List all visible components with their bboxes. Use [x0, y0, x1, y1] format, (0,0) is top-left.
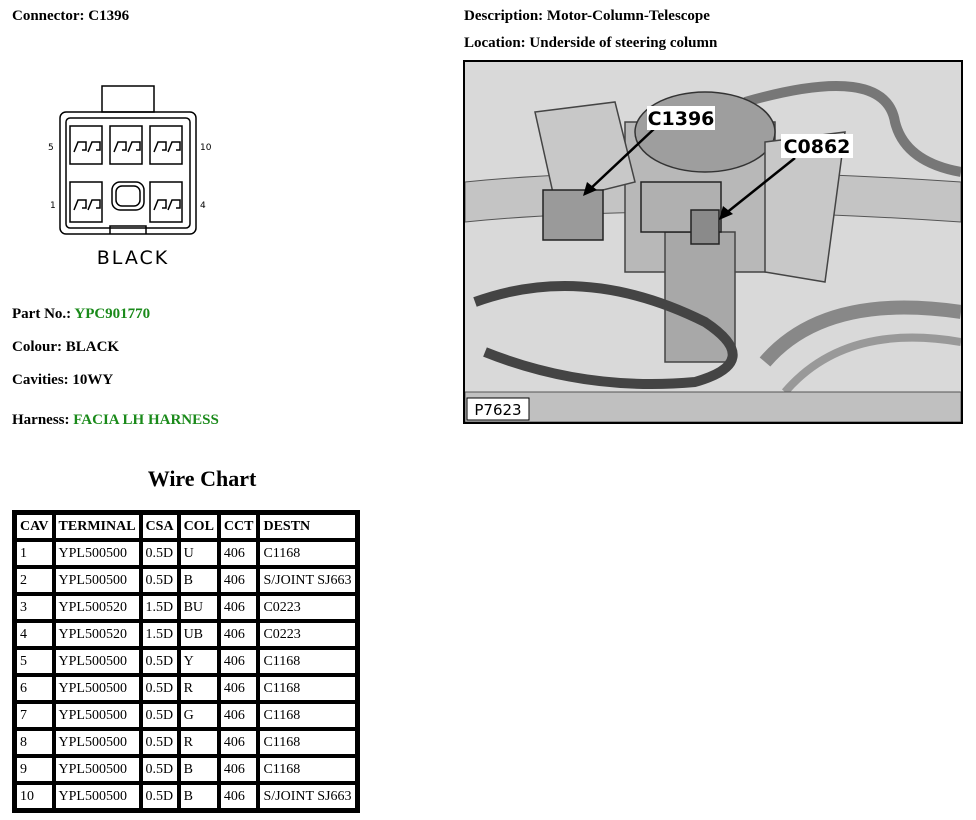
table-row — [15, 783, 357, 810]
table-cell: 0.5D — [141, 675, 179, 702]
cavities-value: 10WY — [72, 372, 114, 388]
table-cell: 1.5D — [141, 594, 179, 621]
part-number-value[interactable]: YPC901770 — [74, 306, 151, 322]
wire-chart-table — [12, 510, 360, 813]
table-cell: YPL500520 — [54, 594, 141, 621]
connector-line — [12, 8, 129, 25]
colour-value: BLACK — [65, 339, 120, 355]
table-cell: YPL500500 — [54, 702, 141, 729]
harness-value[interactable]: FACIA LH HARNESS — [73, 412, 219, 428]
table-row — [15, 540, 357, 567]
table-cell: 406 — [219, 702, 259, 729]
connector-value: C1396 — [88, 8, 130, 24]
location-label: Location: — [464, 35, 526, 51]
table-row — [15, 648, 357, 675]
table-cell: C0223 — [258, 621, 356, 648]
column-header: CAV — [15, 513, 54, 540]
table-cell: 406 — [219, 567, 259, 594]
table-row — [15, 621, 357, 648]
description-label: Description: — [464, 8, 544, 24]
connector-c0862-shape — [691, 210, 719, 244]
table-cell: YPL500500 — [54, 648, 141, 675]
table-cell: C1168 — [258, 648, 356, 675]
table-cell: 8 — [15, 729, 54, 756]
location-line — [464, 35, 717, 52]
table-row — [15, 594, 357, 621]
column-header: TERMINAL — [54, 513, 141, 540]
table-cell: 0.5D — [141, 648, 179, 675]
description-value: Motor-Column-Telescope — [546, 8, 710, 24]
connector-body — [60, 112, 196, 234]
table-cell: B — [179, 567, 219, 594]
colour-line — [12, 339, 119, 356]
column-header: DESTN — [258, 513, 356, 540]
pin-label-bottom-right: 4 — [200, 201, 206, 211]
table-cell: G — [179, 702, 219, 729]
table-cell: R — [179, 729, 219, 756]
table-cell: S/JOINT SJ663 — [258, 783, 356, 810]
table-cell: C0223 — [258, 594, 356, 621]
table-cell: 6 — [15, 675, 54, 702]
connector-latch — [102, 86, 154, 112]
connector-body-inner — [66, 118, 190, 228]
part-number-line — [12, 306, 150, 323]
table-cell: B — [179, 756, 219, 783]
table-row — [15, 729, 357, 756]
part-number-label: Part No.: — [12, 306, 72, 322]
table-cell: C1168 — [258, 675, 356, 702]
cavity-center-inner — [116, 186, 140, 206]
table-cell: 0.5D — [141, 567, 179, 594]
table-cell: YPL500520 — [54, 621, 141, 648]
table-cell: 1 — [15, 540, 54, 567]
table-cell: YPL500500 — [54, 756, 141, 783]
table-header-row — [15, 513, 357, 540]
harness-label: Harness: — [12, 412, 70, 428]
table-cell: 1.5D — [141, 621, 179, 648]
table-cell: BU — [179, 594, 219, 621]
location-value: Underside of steering column — [529, 35, 718, 51]
table-cell: 406 — [219, 594, 259, 621]
table-cell: UB — [179, 621, 219, 648]
table-cell: 0.5D — [141, 702, 179, 729]
table-row — [15, 756, 357, 783]
callout-c0862: C0862 — [783, 136, 851, 158]
table-cell: C1168 — [258, 540, 356, 567]
connector-key — [110, 226, 146, 234]
callout-c1396: C1396 — [647, 108, 715, 130]
table-cell: S/JOINT SJ663 — [258, 567, 356, 594]
connector-pinout-diagram — [40, 84, 220, 274]
pin-label-top-right: 10 — [200, 143, 212, 153]
harness-line — [12, 412, 219, 429]
table-cell: 0.5D — [141, 729, 179, 756]
table-cell: C1168 — [258, 756, 356, 783]
connector-label: Connector: — [12, 8, 85, 24]
table-cell: 406 — [219, 675, 259, 702]
table-cell: 10 — [15, 783, 54, 810]
description-line — [464, 8, 710, 25]
table-cell: C1168 — [258, 729, 356, 756]
table-cell: YPL500500 — [54, 567, 141, 594]
table-cell: R — [179, 675, 219, 702]
pin-label-bottom-left: 1 — [50, 201, 56, 211]
table-cell: 5 — [15, 648, 54, 675]
table-cell: B — [179, 783, 219, 810]
table-cell: YPL500500 — [54, 729, 141, 756]
table-cell: 406 — [219, 648, 259, 675]
table-row — [15, 702, 357, 729]
pin-label-top-left: 5 — [48, 143, 54, 153]
table-cell: 3 — [15, 594, 54, 621]
connector-c1396-shape — [543, 190, 603, 240]
photo-reference: P7623 — [474, 401, 522, 419]
table-cell: 406 — [219, 540, 259, 567]
table-cell: 0.5D — [141, 783, 179, 810]
table-cell: 4 — [15, 621, 54, 648]
wire-chart-title: Wire Chart — [147, 466, 257, 491]
table-cell: Y — [179, 648, 219, 675]
cavities-line — [12, 372, 113, 389]
table-cell: 0.5D — [141, 756, 179, 783]
table-cell: 0.5D — [141, 540, 179, 567]
column-header: CSA — [141, 513, 179, 540]
table-cell: YPL500500 — [54, 540, 141, 567]
cavities-label: Cavities: — [12, 372, 69, 388]
table-cell: 406 — [219, 756, 259, 783]
table-cell: YPL500500 — [54, 783, 141, 810]
table-cell: 406 — [219, 621, 259, 648]
table-cell: C1168 — [258, 702, 356, 729]
colour-label: Colour: — [12, 339, 62, 355]
table-cell: 9 — [15, 756, 54, 783]
column-header: COL — [179, 513, 219, 540]
table-cell: 7 — [15, 702, 54, 729]
table-cell: 2 — [15, 567, 54, 594]
column-header: CCT — [219, 513, 259, 540]
table-cell: 406 — [219, 729, 259, 756]
table-row — [15, 675, 357, 702]
table-row — [15, 567, 357, 594]
location-photo-illustration — [465, 62, 961, 422]
pinout-colour-text: BLACK — [96, 247, 170, 269]
table-body — [15, 540, 357, 810]
table-cell: 406 — [219, 783, 259, 810]
table-cell: U — [179, 540, 219, 567]
location-photo — [463, 60, 963, 424]
table-cell: YPL500500 — [54, 675, 141, 702]
